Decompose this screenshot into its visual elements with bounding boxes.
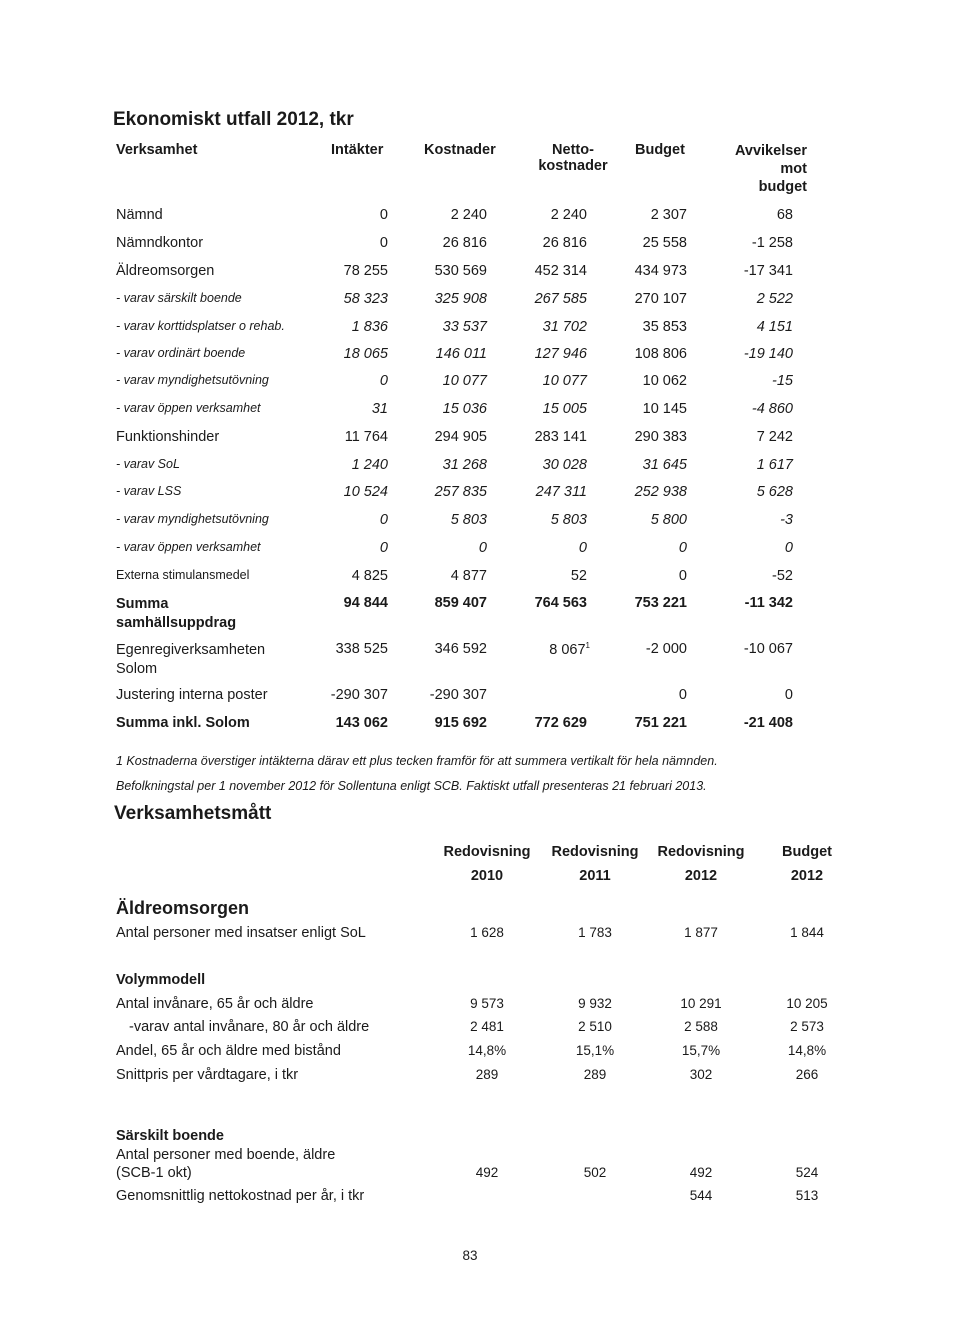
metrics-row [0, 1067, 960, 1089]
subsection-title-volymmodell: Volymmodell [116, 972, 206, 988]
table-row [0, 401, 960, 423]
cell-budget: 0 [678, 687, 687, 703]
cell-kostnader: 294 905 [434, 429, 487, 445]
row-label-line2: samhällsuppdrag [116, 615, 237, 631]
cell-intakter: 31 [371, 401, 388, 417]
cell-netto: 0 [578, 540, 587, 556]
header-netto [520, 142, 626, 174]
table-row [0, 540, 960, 562]
row-label: - varav öppen verksamhet [116, 540, 261, 554]
cell-avvikelse: -19 140 [743, 346, 793, 362]
cell-budget: 290 383 [634, 429, 687, 445]
cell-kostnader: 859 407 [434, 595, 487, 611]
cell-intakter: 0 [379, 540, 388, 556]
cell-budget: 270 107 [634, 291, 687, 307]
header-intakter: Intäkter [331, 142, 384, 158]
row-label: - varav särskilt boende [116, 291, 242, 305]
table-row [0, 207, 960, 229]
cell-2010: 1 628 [470, 925, 504, 940]
cell-kostnader: 146 011 [435, 346, 487, 362]
cell-netto: 10 077 [542, 373, 587, 389]
cell-avvikelse: -4 860 [751, 401, 793, 417]
cell-2012: 10 291 [680, 996, 722, 1011]
cell-netto: 5 803 [550, 512, 587, 528]
cell-kostnader: 257 835 [434, 484, 487, 500]
table-row [0, 346, 960, 368]
cell-netto-value: 8 067 [549, 641, 586, 658]
row-label: - varav myndighetsutövning [116, 512, 269, 526]
row-label: Antal personer med insatser enligt SoL [116, 925, 366, 941]
cell-avvikelse: 0 [784, 540, 793, 556]
cell-kostnader: 10 077 [442, 373, 487, 389]
cell-kostnader: 325 908 [434, 291, 487, 307]
cell-2010: 9 573 [470, 996, 504, 1011]
cell-kostnader: 31 268 [442, 457, 487, 473]
row-label [116, 641, 265, 679]
footnote-2: Befolkningstal per 1 november 2012 för Sollentuna enligt SCB. Faktiskt utfall presenteras 21 februari 2013. [116, 779, 707, 793]
cell-budget: -2 000 [645, 641, 687, 657]
row-label: - varav SoL [116, 457, 180, 471]
header-col-2012 [651, 840, 751, 888]
row-label: Nämndkontor [116, 235, 204, 251]
table-row [0, 512, 960, 534]
row-label: Genomsnittlig nettokostnad per år, i tkr [116, 1188, 365, 1204]
cell-avvikelse: -10 067 [743, 641, 793, 657]
cell-2012: 544 [689, 1188, 713, 1203]
cell-netto: 772 629 [534, 715, 587, 731]
cell-intakter: 11 764 [344, 429, 388, 445]
cell-2011: 502 [583, 1165, 607, 1180]
table-row [0, 457, 960, 479]
table-row-summa [0, 595, 960, 635]
cell-netto: 30 028 [542, 457, 587, 473]
cell-avvikelse: 4 151 [756, 319, 793, 335]
row-label: - varav öppen verksamhet [116, 401, 261, 415]
cell-avvikelse: 2 522 [756, 291, 793, 307]
cell-netto: 247 311 [535, 484, 587, 500]
row-label: Summa inkl. Solom [116, 715, 250, 731]
metrics-row [0, 1188, 960, 1210]
page-title: Ekonomiskt utfall 2012, tkr [113, 109, 354, 130]
subsection-title-aldreomsorgen: Äldreomsorgen [116, 898, 250, 918]
cell-budget: 753 221 [634, 595, 687, 611]
cell-intakter: 58 323 [343, 291, 388, 307]
row-label: Justering interna poster [116, 687, 268, 703]
cell-intakter: 0 [379, 373, 388, 389]
cell-avvikelse: 7 242 [756, 429, 793, 445]
cell-2010: 14,8% [467, 1043, 507, 1058]
header-verksamhet: Verksamhet [116, 142, 198, 158]
row-label: - varav LSS [116, 484, 182, 498]
cell-budget: 5 800 [650, 512, 687, 528]
cell-2012: 1 877 [684, 925, 718, 940]
cell-2011: 2 510 [578, 1019, 612, 1034]
header-col-budget-2012 [757, 840, 857, 888]
table-row [0, 687, 960, 709]
cell-budget: 25 558 [642, 235, 687, 251]
cell-netto: 26 816 [542, 235, 587, 251]
cell-kostnader: 33 537 [442, 319, 487, 335]
cell-budget: 252 938 [634, 484, 687, 500]
cell-netto: 127 946 [534, 346, 587, 362]
cell-budget-2012: 266 [795, 1067, 819, 1082]
header-netto-line2: kostnader [538, 158, 608, 174]
cell-netto [549, 641, 590, 658]
cell-avvikelse: -21 408 [743, 715, 793, 731]
cell-budget: 10 062 [642, 373, 687, 389]
header-label: Redovisning [443, 844, 531, 860]
row-label: - varav korttidsplatser o rehab. [116, 319, 285, 333]
cell-kostnader: 15 036 [442, 401, 487, 417]
row-label: -varav antal invånare, 80 år och äldre [129, 1019, 370, 1035]
table-row [0, 429, 960, 451]
header-year: 2011 [579, 868, 611, 884]
cell-netto: 267 585 [534, 291, 587, 307]
row-label: Äldreomsorgen [116, 263, 215, 279]
cell-intakter: 1 836 [351, 319, 388, 335]
cell-netto: 31 702 [542, 319, 587, 335]
table-row [0, 235, 960, 257]
cell-budget: 10 145 [642, 401, 687, 417]
cell-avvikelse: 1 617 [756, 457, 793, 473]
cell-intakter: 0 [379, 235, 388, 251]
cell-budget: 0 [678, 540, 687, 556]
table-row [0, 484, 960, 506]
header-netto-line1: Netto- [552, 142, 594, 158]
table-row [0, 568, 960, 590]
cell-avvikelse: -11 342 [744, 595, 793, 611]
row-label: - varav ordinärt boende [116, 346, 246, 360]
cell-netto: 452 314 [534, 263, 587, 279]
footnote-marker: 1 [585, 641, 590, 650]
table-row [0, 291, 960, 313]
cell-2012: 302 [689, 1067, 713, 1082]
cell-avvikelse: 0 [784, 687, 793, 703]
cell-avvikelse: -52 [772, 568, 793, 584]
row-label [116, 595, 236, 633]
cell-budget-2012: 1 844 [790, 925, 824, 940]
cell-kostnader: -290 307 [429, 687, 487, 703]
row-label: Antal invånare, 65 år och äldre [116, 996, 314, 1012]
cell-2011: 15,1% [575, 1043, 615, 1058]
cell-budget-2012: 524 [795, 1165, 819, 1180]
cell-avvikelse: -1 258 [751, 235, 793, 251]
cell-kostnader: 0 [478, 540, 487, 556]
header-year: 2012 [684, 868, 718, 884]
row-label-line1: Antal personer med boende, äldre [116, 1147, 336, 1163]
cell-2012: 492 [689, 1165, 713, 1180]
cell-2010: 492 [475, 1165, 499, 1180]
header-label: Redovisning [551, 844, 639, 860]
cell-kostnader: 530 569 [434, 263, 487, 279]
subsection-title-sarskilt-boende: Särskilt boende [116, 1128, 224, 1144]
table-row [0, 641, 960, 681]
row-label: Snittpris per vårdtagare, i tkr [116, 1067, 299, 1083]
cell-kostnader: 915 692 [434, 715, 487, 731]
cell-2011: 9 932 [578, 996, 612, 1011]
cell-avvikelse: 68 [776, 207, 793, 223]
table-row [0, 373, 960, 395]
cell-budget-2012: 2 573 [790, 1019, 824, 1034]
cell-kostnader: 346 592 [434, 641, 487, 657]
cell-budget-2012: 14,8% [787, 1043, 827, 1058]
cell-intakter: -290 307 [330, 687, 388, 703]
header-year: 2010 [470, 868, 504, 884]
table-row [0, 319, 960, 341]
section-title: Verksamhetsmått [114, 803, 272, 824]
header-kostnader: Kostnader [424, 142, 496, 158]
metrics-row [0, 1019, 960, 1041]
cell-netto: 15 005 [542, 401, 587, 417]
header-label: Budget [782, 844, 832, 860]
cell-budget-2012: 513 [795, 1188, 819, 1203]
cell-avvikelse: -3 [780, 512, 793, 528]
cell-netto: 764 563 [534, 595, 587, 611]
cell-netto: 52 [570, 568, 587, 584]
cell-intakter: 338 525 [335, 641, 388, 657]
cell-intakter: 143 062 [335, 715, 388, 731]
metrics-row [0, 1165, 960, 1187]
cell-budget: 2 307 [650, 207, 687, 223]
table-row-total [0, 715, 960, 737]
row-label: Externa stimulansmedel [116, 568, 250, 582]
cell-netto: 2 240 [550, 207, 587, 223]
cell-kostnader: 4 877 [450, 568, 487, 584]
cell-budget: 434 973 [634, 263, 687, 279]
header-col-2011 [545, 840, 645, 888]
header-avvikelser [735, 142, 807, 196]
header-avv-line3: budget [758, 179, 807, 195]
row-label-line1: Summa [116, 596, 169, 612]
cell-avvikelse: -17 341 [743, 263, 793, 279]
header-col-2010 [437, 840, 537, 888]
header-avv-line2: mot [780, 161, 807, 177]
row-label: Andel, 65 år och äldre med bistånd [116, 1043, 341, 1059]
cell-2011: 289 [583, 1067, 607, 1082]
cell-intakter: 4 825 [351, 568, 388, 584]
cell-budget: 108 806 [634, 346, 687, 362]
cell-budget: 0 [678, 568, 687, 584]
cell-avvikelse: -15 [772, 373, 793, 389]
cell-avvikelse: 5 628 [756, 484, 793, 500]
header-avv-line1: Avvikelser [734, 143, 807, 159]
header-label: Redovisning [657, 844, 745, 860]
cell-intakter: 1 240 [351, 457, 388, 473]
cell-2012: 2 588 [684, 1019, 718, 1034]
row-label: Nämnd [116, 207, 163, 223]
cell-kostnader: 5 803 [450, 512, 487, 528]
cell-intakter: 0 [379, 512, 388, 528]
cell-intakter: 10 524 [343, 484, 388, 500]
row-label-line2: (SCB-1 okt) [116, 1165, 192, 1181]
cell-intakter: 0 [379, 207, 388, 223]
cell-intakter: 94 844 [343, 595, 388, 611]
row-label: - varav myndighetsutövning [116, 373, 269, 387]
cell-intakter: 18 065 [343, 346, 388, 362]
cell-budget-2012: 10 205 [786, 996, 828, 1011]
row-label-line2: Solom [116, 661, 158, 677]
cell-budget: 31 645 [642, 457, 687, 473]
cell-2011: 1 783 [578, 925, 612, 940]
metrics-row [0, 996, 960, 1018]
cell-intakter: 78 255 [343, 263, 388, 279]
cell-kostnader: 2 240 [450, 207, 487, 223]
cell-budget: 35 853 [642, 319, 687, 335]
cell-kostnader: 26 816 [442, 235, 487, 251]
row-label: Funktionshinder [116, 429, 220, 445]
page-number: 83 [462, 1248, 478, 1263]
header-year: 2012 [790, 868, 824, 884]
row-label-line1: Egenregiverksamheten [116, 642, 266, 658]
footnote-1: 1 Kostnaderna överstiger intäkterna därav ett plus tecken framför för att summera vertikalt för hela nämnden. [116, 754, 718, 768]
cell-2010: 289 [475, 1067, 499, 1082]
cell-2012: 15,7% [681, 1043, 721, 1058]
cell-netto: 283 141 [534, 429, 587, 445]
header-budget: Budget [635, 142, 685, 158]
metrics-row [0, 925, 960, 947]
cell-budget: 751 221 [634, 715, 687, 731]
cell-2010: 2 481 [470, 1019, 504, 1034]
metrics-row [0, 1043, 960, 1065]
table-row [0, 263, 960, 285]
